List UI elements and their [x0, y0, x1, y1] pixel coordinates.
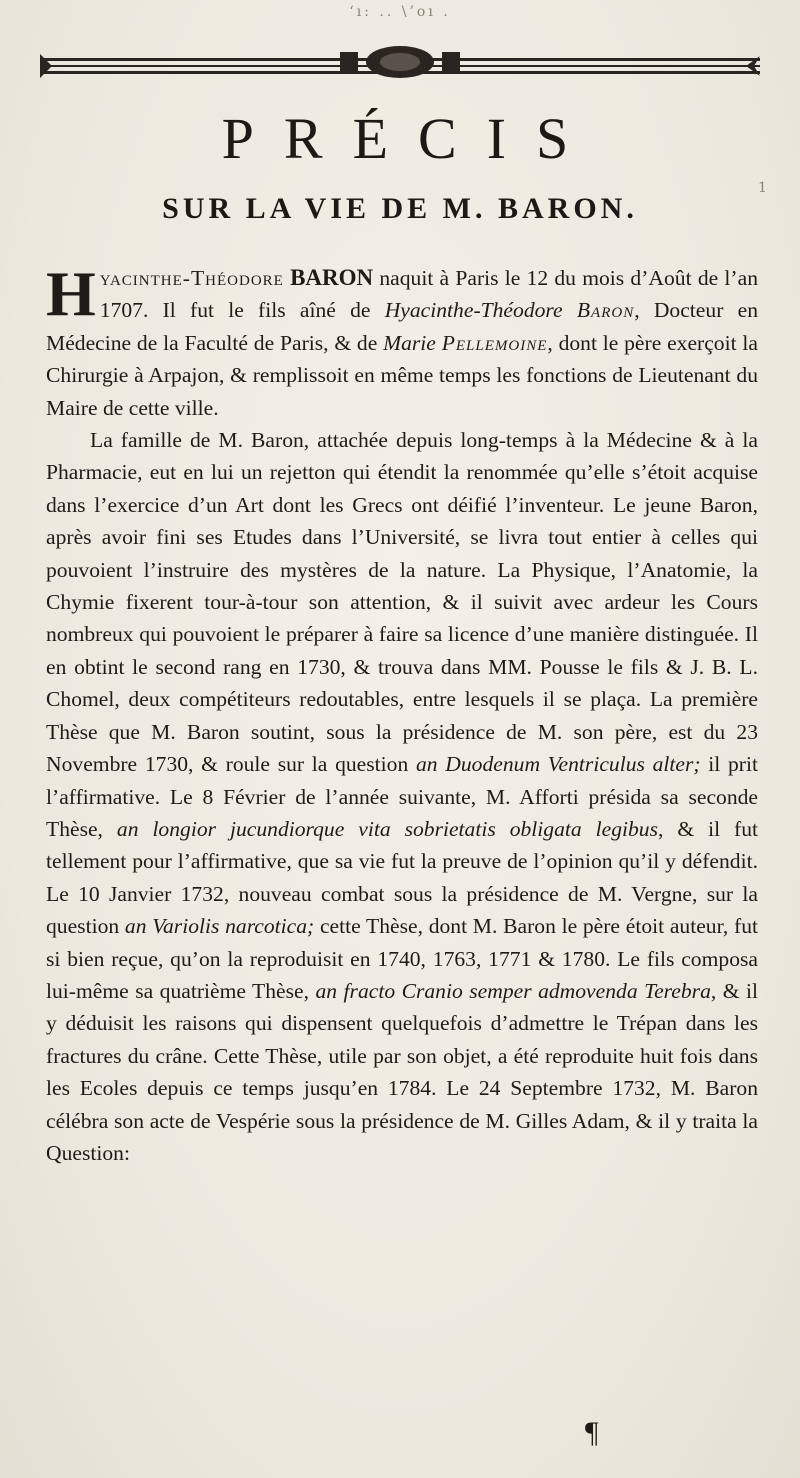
margin-mark: 1	[758, 180, 767, 196]
ornamental-headband-icon	[40, 44, 760, 84]
paragraph-2: La famille de M. Baron, attachée depuis long-temps à la Médecine & à la Pharmacie, eut en lui un rejetton qui étendit la renommée qu’elle s’étoit acquise dans l’exercice d’un Art dont les Grecs ont déifié l’inventeur. Le jeune Baron, après avoir fini ses Etudes dans l’Université, se livra tout entier à celles qui pouvoient l’instruire des mystères de la nature. La Physique, l’Anatomie, la Chymie fixerent tour-à-tour son attention, & il suivit avec ardeur les Cours nombreux qui pouvoient le préparer à faire sa licence d’une manière distinguée. Il en obtint le second rang en 1730, & trouva dans MM. Pousse le fils & J. B. L. Chomel, deux compétiteurs redoutables, entre lesquels il se plaça. La première Thèse que M. Baron soutint, sous la présidence de M. son père, est du 23 Novembre 1730, & roule sur la question an Duodenum Ventriculus alter; il prit l’affirmative. Le 8 Février de l’année suivante, M. Afforti présida sa seconde Thèse, an longior jucundiorque vita sobrietatis obligata legibus, & il fut tellement pour l’affirmative, que sa vie fut la preuve de l’opinion qu’il y défendit. Le 10 Janvier 1732, nouveau combat sous la présidence de M. Vergne, sur la question an Variolis narcotica; cette Thèse, dont M. Baron le père étoit auteur, fut si bien reçue, qu’on la reproduisit en 1740, 1763, 1771 & 1780. Le fils composa lui-même sa quatrième Thèse, an fracto Cranio semper admovenda Terebra, & il y déduisit les raisons qui dispensent quelquefois d’admettre le Trépan dans les fractures du crâne. Cette Thèse, utile par son objet, a été reproduite huit fois dans les Ecoles depuis ce temps jusqu’en 1784. Le 24 Septembre 1732, M. Baron célébra son acte de Vespérie sous la présidence de M. Gilles Adam, & il y traita la Question:	[46, 428, 758, 1165]
catchword: ¶	[585, 1416, 599, 1449]
drop-cap: H	[46, 258, 96, 329]
body-text	[46, 258, 758, 1169]
page-title: PRÉCIS	[221, 106, 599, 171]
show-through-text: ‘ı: .. \’oı .	[349, 4, 451, 20]
paragraph-1: Hyacinthe-Théodore BARON naquit à Paris le 12 du mois d’Août de l’an 1707. Il fut le fils aîné de Hyacinthe-Théodore Baron, Docteur en Médecine de la Faculté de Paris, & de Marie Pellemoine, dont le père exerçoit la Chirurgie à Arpajon, & remplissoit en même temps les fonctions de Lieutenant du Maire de cette ville.	[46, 258, 758, 420]
page-subtitle: SUR LA VIE DE M. BARON.	[162, 192, 638, 225]
